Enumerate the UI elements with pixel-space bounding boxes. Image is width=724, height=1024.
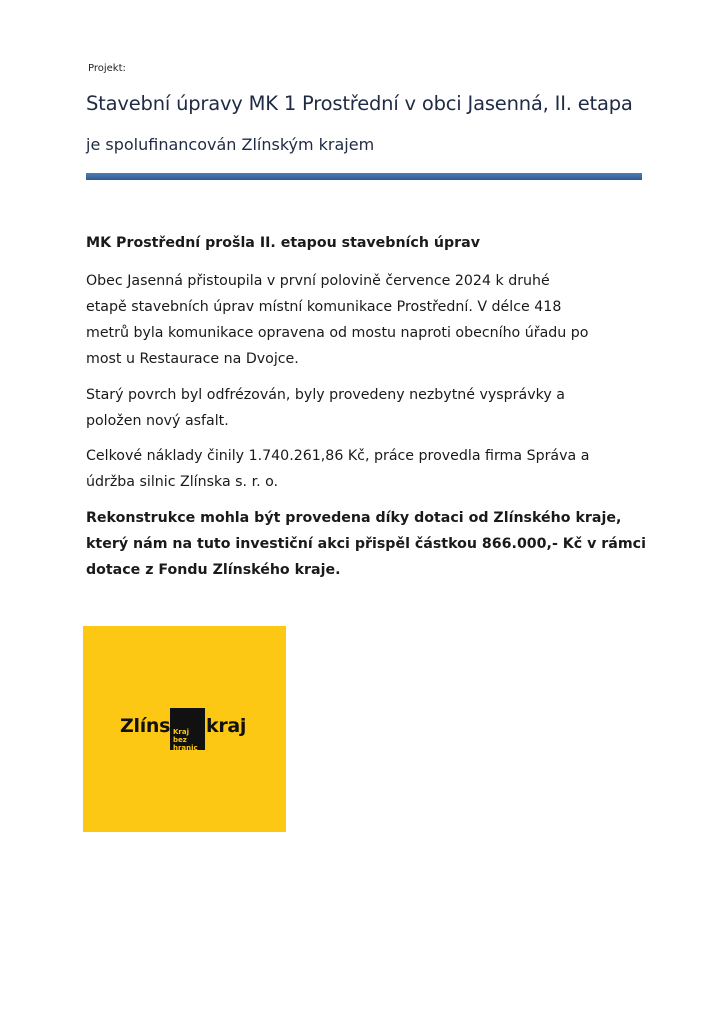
paragraph-line: metrů byla komunikace opravena od mostu naproti obecního úřadu po — [86, 325, 589, 341]
header-divider — [86, 173, 642, 180]
project-title: Stavební úpravy MK 1 Prostřední v obci Jasenná, II. etapa — [86, 92, 633, 115]
paragraph-line: Obec Jasenná přistoupila v první polovině července 2024 k druhé — [86, 273, 550, 289]
paragraph-line: údržba silnic Zlínska s. r. o. — [86, 474, 279, 490]
logo-slogan — [173, 728, 205, 752]
project-subtitle: je spolufinancován Zlínským krajem — [86, 135, 375, 154]
paragraph-funding — [86, 505, 656, 583]
paragraph-line: most u Restaurace na Dvojce. — [86, 351, 299, 367]
logo-word-left: Zlíns — [120, 715, 171, 737]
paragraph-surface — [86, 382, 656, 434]
logo-slogan-line1: Kraj bez — [173, 728, 189, 744]
paragraph-line: etapě stavebních úprav místní komunikace Prostřední. V délce 418 — [86, 299, 562, 315]
paragraph-intro — [86, 268, 656, 372]
zlinsky-kraj-logo — [83, 626, 286, 832]
paragraph-line: Celkové náklady činily 1.740.261,86 Kč, práce provedla firma Správa a — [86, 448, 590, 464]
paragraph-line: který nám na tuto investiční akci přispěl částkou 866.000,- Kč v rámci — [86, 536, 646, 552]
paragraph-line: dotace z Fondu Zlínského kraje. — [86, 562, 341, 578]
project-label: Projekt: — [88, 63, 126, 74]
paragraph-line: Rekonstrukce mohla být provedena díky dotaci od Zlínského kraje, — [86, 510, 622, 526]
logo-word-right: kraj — [206, 715, 247, 737]
article-heading: MK Prostřední prošla II. etapou stavebních úprav — [86, 235, 480, 251]
logo-slogan-line2: hranic — [173, 744, 198, 752]
logo-dark-block — [170, 708, 205, 750]
paragraph-line: Starý povrch byl odfrézován, byly provedeny nezbytné vysprávky a — [86, 387, 565, 403]
paragraph-line: položen nový asfalt. — [86, 413, 229, 429]
paragraph-costs — [86, 443, 656, 495]
